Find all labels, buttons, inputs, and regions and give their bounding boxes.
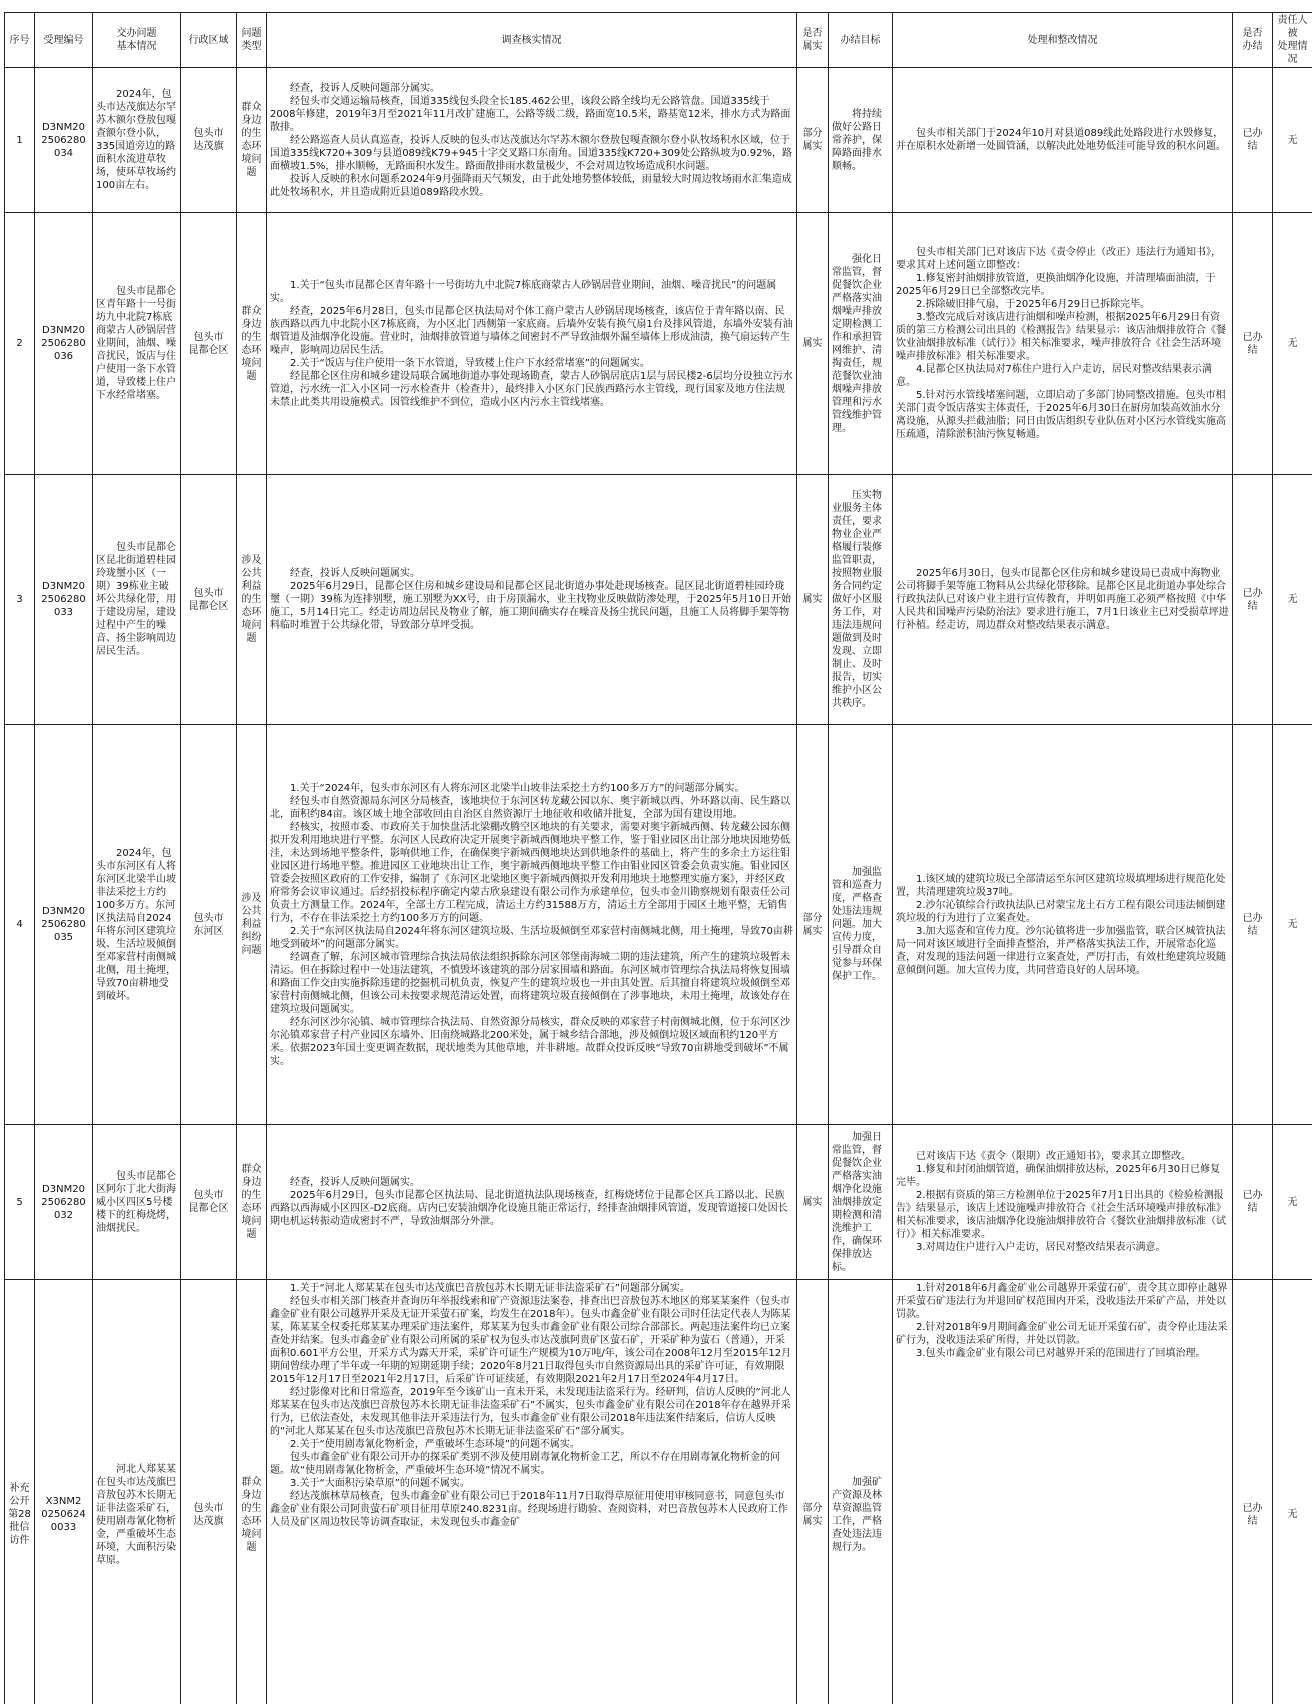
paragraph: 2.关于“饭店与住户使用一条下水管道，导致楼上住户下水经常堵塞”的问题属实。 <box>290 357 650 369</box>
paragraph: 经核实，按照市委、市政府关于加快盘活北梁棚改腾空区地块的有关要求，需要对奥宇新城西侧、转龙藏公园东侧拟开发利用地块进行平整。东河区人民政府决定开展奥宇新城西侧地块平整工作，鉴于钼业园区出让部分地块因地势低洼，未达到场地平整条件，影响供地工作，在确保奥宇新城西侧地块达到供地条件的基础上，将产生的多余土方运往钼业园区进行场地平整。推进园区工业地块出让工作，奥宇新城西侧地块平整工作由钼业园区管委会负责实施。钼业园区管委会按照区政府的工作安排，编制了《东河区北梁地区奥宇新城西侧拟开发利用地块土地整理实施方案》，并经区政府常务会议审议通过。后经招投标程序确定内蒙古欣泉建设有限公司作为承建单位，包头市金川勘察规划有限责任公司负责土方测量工作。2024年，全部土方工程完成，清运土方约31588万方，清运土方全部用于园区土地平整，无销售行为，不存在非法采挖土方约100多万方的问题。 <box>270 821 790 924</box>
paragraph: 2.针对2018年9月期间鑫金矿业公司无证开采萤石矿，责令停止违法采矿行为，没收违法采矿所得，并处以罚款。 <box>896 1322 1228 1346</box>
row-handling <box>893 1125 1233 1280</box>
row-goal: 将持续做好公路日常养护，保障路面排水顺畅。 <box>829 68 893 213</box>
paragraph: 3.对周边住户进行入户走访，居民对整改结果表示满意。 <box>916 1242 1166 1253</box>
row-seq: 2 <box>5 213 35 475</box>
paragraph: 经东河区沙尔沁镇、城市管理综合执法局、自然资源分局核实，群众反映的邓家营子村南侧城北侧，位于东河区沙尔沁镇邓家营子村产业园区东墙外、旧南绕城路北200米处，属于城乡结合部地，涉及倾倒垃圾区域面积约120平方米。依据2023年国土变更调查数据，现状地类为其他草地，并非耕地。故群众投诉反映“导致70亩耕地受到破坏”不属实。 <box>270 1016 790 1067</box>
paragraph: 包头市鑫金矿业有限公司开办的探采矿类别不涉及使用剧毒氰化物析金工艺，所以不存在用剧毒氰化物析金的问题。故“使用剧毒氰化物析金，严重破坏生态环境”情况不属实。 <box>270 1452 780 1476</box>
row-handling <box>893 68 1233 213</box>
row-punish: 无 <box>1273 475 1312 725</box>
paragraph: 2.关于“东河区执法局自2024年将东河区建筑垃圾、生活垃圾倾倒至邓家营村南侧城北侧，用土掩埋，导致70亩耕地受到破坏”的问题部分属实。 <box>270 925 793 950</box>
paragraph: 经查，2025年6月28日，包头市昆都仑区执法局对个体工商户蒙古人砂锅居现场核查，该店位于青年路以南、民族西路以西九中北院小区7栋底商，为小区北门西侧第一家底商。后墙外安装有换气扇1台及排风管道，东墙外安装有油烟管道及油烟净化设施。营业时，油烟排放管道与墙体之间密封不严导致油烟外漏至墙体上形成油渍，换气扇运转产生噪声，影响周边居民生活。 <box>270 305 793 356</box>
row-punish: 无 <box>1273 68 1312 213</box>
row-truth: 部分 属实 <box>797 1280 829 1704</box>
paragraph: 4.昆都仑区执法局对7栋住户进行入户走访，居民对整改结果表示满意。 <box>896 364 1212 388</box>
row-problem: 包头市昆都仑区阿尔丁北大街海威小区四区5号楼楼下的红梅烧烤，油烟扰民。 <box>93 1125 181 1280</box>
row-truth: 部分 属实 <box>797 725 829 1125</box>
row-region: 包头市 东河区 <box>181 725 237 1125</box>
header-region: 行政区域 <box>181 13 237 68</box>
table-row <box>5 68 1312 213</box>
table-row <box>5 1125 1312 1280</box>
paragraph: 2.沙尔沁镇综合行政执法队已对蒙宝龙土石方工程有限公司违法倾倒建筑垃圾的行为进行了立案查处。 <box>896 899 1226 924</box>
row-goal: 强化日常监管，督促餐饮企业严格落实油烟噪声排放定期检测工作和承担管网维护、清掏责任，规范餐饮业油烟噪声排放管理和污水管线维护管理。 <box>829 213 893 475</box>
paragraph: 3.包头市鑫金矿业有限公司已对越界开采的范围进行了回填治理。 <box>916 1348 1206 1359</box>
row-investigation <box>267 1280 797 1704</box>
row-type: 群众 身边 的生 态环 境问 题 <box>237 1280 267 1704</box>
row-problem: 河北人郑某某在包头市达茂旗巴音敖包苏木长期无证非法盗采矿石，使用剧毒氰化物析金，严重破坏生态环境，大面积污染草原。 <box>93 1280 181 1704</box>
row-goal: 加强监管和巡查力度，严格查处违法违规问题。加大宣传力度，引导群众自觉参与环保保护工作。 <box>829 725 893 1125</box>
paragraph: 经达茂旗林草局核查，包头市鑫金矿业有限公司已于2018年11月7日取得草原征用使用审核同意书，同意包头市鑫金矿业有限公司阿贵萤石矿项目征用草原240.8231亩。经现场进行勘验、查阅资料，对巴音敖包苏木人民政府工作人员及矿区周边牧民等访调查取证，未发现包头市鑫金矿 <box>270 1491 788 1528</box>
row-type: 涉及 公共 利益 纠纷 问题 <box>237 725 267 1125</box>
row-id: D3NM20 2506280 032 <box>35 1125 93 1280</box>
table-row <box>5 1280 1312 1704</box>
row-punish: 无 <box>1273 213 1312 475</box>
row-id: D3NM20 2506280 035 <box>35 725 93 1125</box>
row-type: 涉及 公共 利益 的生 态环 境问 题 <box>237 475 267 725</box>
row-truth: 属实 <box>797 475 829 725</box>
header-problem: 交办问题 基本情况 <box>93 13 181 68</box>
row-investigation <box>267 213 797 475</box>
row-punish: 无 <box>1273 1280 1312 1704</box>
paragraph: 经昆都仑区住房和城乡建设局联合属地街道办事处现场勘查，蒙古人砂锅居底店1层与居民楼2-6层均分设独立污水管道，污水统一汇入小区同一污水检查井（检查井），最终排入小区东门民族西路污水主管线，现行国家及地方住法规未禁止此类共用设施模式。因管线维护不到位，造成小区内污水主管线堵塞。 <box>270 370 793 408</box>
row-goal: 加强日常监管，督促餐饮企业严格落实油烟净化设施油烟排放定期检测和清洗维护工作，确保环保排放达标。 <box>829 1125 893 1280</box>
paragraph: 包头市相关部门于2024年10月对县道089线此处路段进行水毁修复，并在原积水处新增一处圆管涵，以解决此处地势低洼可能导致的积水问题。 <box>896 128 1226 152</box>
header-investigation: 调查核实情况 <box>267 13 797 68</box>
row-punish: 无 <box>1273 725 1312 1125</box>
row-truth: 部分 属实 <box>797 68 829 213</box>
paragraph: 经包头市交通运输局核查，国道335线包头段全长185.462公里，该段公路全线均无公路管盘。国道335线于2008年修建，2019年3月至2021年11月改扩建施工，公路等级二级，路面宽10.5米，路基宽12米，排水方式为路面散排。 <box>270 95 791 133</box>
paragraph: 经过影像对比和日常巡查，2019年至今该矿山一直未开采，未发现违法盗采行为。经研判，信访人反映的“河北人郑某某在包头市达茂旗巴音敖包苏木长期无证非法盗采矿石”不属实，包头市鑫金矿业有限公司在2018年存在越界开采行为，已依法查处，未发现其他非法开采违法行为，包头市鑫金矿业有限公司2018年违法案件结案后，信访人反映的“河北人郑某某在包头市达茂旗巴音敖包苏木长期无证非法盗采矿石”部分属实。 <box>270 1387 791 1437</box>
row-seq: 3 <box>5 475 35 725</box>
row-id: D3NM20 2506280 033 <box>35 475 93 725</box>
row-truth: 属实 <box>797 213 829 475</box>
paragraph: 2025年6月30日，包头市昆都仑区住房和城乡建设局已责成中海物业公司将脚手架等施工物料从公共绿化带移除。昆都仑区昆北街道办事处综合行政执法队已对该户业主进行宣传教育，并明如再施工必须严格按照《中华人民共和国噪声污染防治法》要求进行施工，7月1日该业主已对受损草坪进行补植。经走访，周边群众对整改结果表示满意。 <box>896 568 1229 631</box>
row-problem: 2024年，包头市达茂旗达尔罕苏木额尔登敖包嘎查额尔登小队，335国道旁边的路面积水流进草牧场，使环草牧场约100亩左右。 <box>93 68 181 213</box>
row-seq: 补充 公开 第28 批信 访件 <box>5 1280 35 1704</box>
row-investigation <box>267 725 797 1125</box>
header-type: 问题 类型 <box>237 13 267 68</box>
row-goal: 加强矿产资源及林草资源监管工作，严格查处违法违规行为。 <box>829 1280 893 1704</box>
row-closed: 已办 结 <box>1233 213 1273 475</box>
row-region: 包头市 达茂旗 <box>181 1280 237 1704</box>
row-region: 包头市 昆都仑区 <box>181 213 237 475</box>
row-region: 包头市 昆都仑区 <box>181 475 237 725</box>
row-closed: 已办 结 <box>1233 475 1273 725</box>
row-truth: 属实 <box>797 1125 829 1280</box>
paragraph: 1.针对2018年6月鑫金矿业公司越界开采萤石矿，责令其立即停止越界开采萤石矿违法行为并退回矿权范围内开采，没收违法开采矿产品，并处以罚款。 <box>896 1283 1228 1320</box>
row-closed: 已办 结 <box>1233 1125 1273 1280</box>
paragraph: 2.根据有资质的第三方检测单位于2025年7月1日出具的《检验检测报告》结果显示，该店上述设施噪声排放符合《社会生活环境噪声排放标准》相关标准要求，该店油烟净化设施油烟排放符合《餐饮业油烟排放标准（试行）》相关标准要求。 <box>896 1190 1226 1240</box>
paragraph: 1.修复和封闭油烟管道，确保油烟排放达标，2025年6月30日已修复完毕。 <box>896 1164 1221 1188</box>
paragraph: 2025年6月29日，昆都仑区住房和城乡建设局和昆都仑区昆北街道办事处赴现场核查。昆区昆北街道碧桂园玲珑璽（一期）39栋为连排别墅，施工别墅为XX号，由于房顶漏水，业主找物业反映做防渗处理，于2025年5月10日开始施工，5月14日完工。经走访周边居民及物业了解，施工期间确实存在噪音及扬尘扰民问题，且施工人员将脚手架等物料临时堆置于公共绿化带，导致部分草坪受损。 <box>270 581 791 631</box>
paragraph: 3.整改完成后对该店进行油烟和噪声检测，根据2025年6月29日有资质的第三方检测公司出具的《检测报告》结果显示：该店油烟排放符合《餐饮业油烟排放标准（试行）》相关标准要求，噪声排放符合《社会生活环境噪声排放标准》相关标准要求。 <box>896 312 1226 362</box>
row-region: 包头市 昆都仑区 <box>181 1125 237 1280</box>
row-investigation <box>267 475 797 725</box>
row-handling <box>893 725 1233 1125</box>
row-id: D3NM20 2506280 034 <box>35 68 93 213</box>
row-type: 群众 身边 的生 态环 境问 题 <box>237 1125 267 1280</box>
paragraph: 经调查了解，东河区城市管理综合执法局依法组织拆除东河区邻堡南海城二期的违法建筑，所产生的建筑垃圾暂未清运。但在拆除过程中一处违法建筑，不慎毁坏该建筑的部分居家围墙和路面。东河区城市管理综合执法局将恢复围墙和路面工作交由实施拆除违建的挖掘机司机负责，恢复产生的建筑垃圾也一并由其处置。后其擅自将建筑垃圾倾倒至邓家营村南侧城北侧，但该公司未按要求规范清运处置，而将建筑垃圾直接倾倒在了涉事地块，未用土掩埋，故该处存在建筑垃圾问题属实。 <box>270 951 790 1015</box>
table-header-row <box>5 13 1312 68</box>
row-handling <box>893 213 1233 475</box>
paragraph: 已对该店下达《责令（限期）改正通知书》，要求其立即整改。 <box>916 1151 1191 1162</box>
paragraph: 1.关于“河北人郑某某在包头市达茂旗巴音敖包苏木长期无证非法盗采矿石”问题部分属实。 <box>290 1283 690 1294</box>
row-id: X3NM2 0250624 0033 <box>35 1280 93 1704</box>
paragraph: 经查，投诉人反映问题属实。 <box>290 1177 420 1188</box>
row-seq: 5 <box>5 1125 35 1280</box>
paragraph: 5.针对污水管线堵塞问题，立即启动了多部门协同整改措施。包头市相关部门责令饭店落实主体责任，于2025年6月30日在厨房加装高效油水分离设施，从源头拦截油脂；同日由饭店组织专业队伍对小区污水管线实施高压疏通，清除淤积油污恢复畅通。 <box>896 390 1226 440</box>
row-goal: 压实物业服务主体责任，要求物业企业严格履行装修监管职责，按照物业服务合同约定做好小区服务工作，对违法违规问题做到及时发现、立即制止、及时报告，切实维护小区公共秩序。 <box>829 475 893 725</box>
row-type: 群众 身边 的生 态环 境问 题 <box>237 213 267 475</box>
row-closed: 已办 结 <box>1233 1280 1273 1704</box>
row-investigation <box>267 1125 797 1280</box>
row-handling <box>893 1280 1233 1704</box>
row-id: D3NM20 2506280 036 <box>35 213 93 475</box>
paragraph: 经查，投诉人反映问题属实。 <box>290 568 420 579</box>
paragraph: 1.修复密封油烟排放管道，更换油烟净化设施，并清理墙面油渍，于2025年6月29日已全部整改完毕。 <box>896 273 1216 297</box>
row-seq: 1 <box>5 68 35 213</box>
header-seq: 序号 <box>5 13 35 68</box>
table-row <box>5 475 1312 725</box>
header-handling: 处理和整改情况 <box>893 13 1233 68</box>
header-closed: 是否 办结 <box>1233 13 1273 68</box>
row-closed: 已办 结 <box>1233 725 1273 1125</box>
paragraph: 2.拆除破旧排气扇，于2025年6月29日已拆除完毕。 <box>916 299 1151 310</box>
paragraph: 投诉人反映的积水问题系2024年9月强降雨天气频发，由于此处地势整体较低，雨量较大时周边牧场雨水汇集造成此处牧场积水，并且造成附近县道089路段水毁。 <box>270 173 792 198</box>
row-problem: 包头市昆都仑区青年路十一号街坊九中北院7栋底商蒙古人砂锅居营业期间，油烟、噪音扰民，饭店与住户使用一条下水管道，导致楼上住户下水经常堵塞。 <box>93 213 181 475</box>
paragraph: 经查，投诉人反映问题部分属实。 <box>290 82 440 94</box>
paragraph: 1.关于“包头市昆都仑区青年路十一号街坊九中北院7栋底商蒙古人砂锅居营业期间，油烟、噪音扰民”的问题属实。 <box>270 279 777 304</box>
paragraph: 1.关于“2024年，包头市东河区有人将东河区北梁半山坡非法采挖土方约100多万方”的问题部分属实。 <box>290 782 745 794</box>
table-row <box>5 213 1312 475</box>
header-goal: 办结目标 <box>829 13 893 68</box>
paragraph: 3.关于“大面积污染草原”的问题不属实。 <box>290 1478 470 1489</box>
paragraph: 2025年6月29日，包头市昆都仑区执法局、昆北街道执法队现场核查，红梅烧烤位于昆都仑区兵工路以北、民族西路以西海威小区四区-D2底商。店内已安装油烟净化设施且能正常运行，经排查油烟排风管道，发现管道接口处因长期电机运转振动造成密封不严，导致油烟部分外泄。 <box>270 1190 788 1227</box>
header-id: 受理编号 <box>35 13 93 68</box>
paragraph: 3.加大巡查和宣传力度。沙尔沁镇将进一步加强监管，联合区城管执法局一同对该区域进行全面排查整治，并严格落实执法工作，开展常态化巡查，对发现的违法问题一律进行立案查处，严厉打击，有效杜绝建筑垃圾随意倾倒问题。加大宣传力度，共同营造良好的人居环境。 <box>896 925 1226 976</box>
row-problem: 2024年，包头市东河区有人将东河区北梁半山坡非法采挖土方约100多万方。东河区执法局自2024年将东河区建筑垃圾、生活垃圾倾倒至邓家营村南侧城北侧，用土掩埋，导致70亩耕地受到破坏。 <box>93 725 181 1125</box>
row-investigation <box>267 68 797 213</box>
row-punish: 无 <box>1273 1125 1312 1280</box>
header-truth: 是否 属实 <box>797 13 829 68</box>
table-row <box>5 725 1312 1125</box>
paragraph: 经包头市相关部门核查并查询历年举报线索和矿产资源违法案卷，排查出巴音敖包苏木地区的郑某某案件（包头市鑫金矿业有限公司越界开采及无证开采萤石矿案，均发生在2018年）。包头市鑫金矿业有限公司时任法定代表人为陈某某，陈某某全权委托郑某某办理采矿违法案件，郑某某为包头市鑫金矿业有限公司综合部部长。两起违法案件均已立案查处并结案。包头市鑫金矿业有限公司所属的采矿权为包头市达茂旗阿贵矿区萤石矿，开采矿种为萤石（普通），开采面积0.601平方公里，开采方式为露天开采，采矿许可证生产规模为10万吨/年，该公司在2008年12月至2015年12月期间曾续办理了半年或一年期的短期延期手续；2020年8月21日取得包头市自然资源局出具的采矿许可证，有效期限2015年12月17日至2021年2月17日，后采矿许可证续延，有效期限2021年2月17日至2024年4月17日。 <box>270 1296 792 1385</box>
paragraph: 经公路巡查人员认真巡查，投诉人反映的包头市达茂旗达尔罕苏木额尔登敖包嘎查额尔登小队牧场积水区域，位于国道335线K720+309与县道089线K79+945十字交叉路口东南角。国道335线K720+309处公路纵坡为0.92%，路面横坡1.5%，排水顺畅，无路面积水发生。路面散排雨水数量极少，不会对周边牧场造成积水问题。 <box>270 134 792 172</box>
row-type: 群众 身边 的生 态环 境问 题 <box>237 68 267 213</box>
complaint-table <box>4 12 1312 1704</box>
paragraph: 包头市相关部门已对该店下达《责令停止（改正）违法行为通知书》，要求其对上述问题立即整改： <box>896 247 1221 271</box>
paragraph: 1.该区域的建筑垃圾已全部清运至东河区建筑垃圾填埋场进行规范化处置，共清理建筑垃圾37吨。 <box>896 873 1226 898</box>
row-region: 包头市 达茂旗 <box>181 68 237 213</box>
row-handling <box>893 475 1233 725</box>
row-seq: 4 <box>5 725 35 1125</box>
paragraph: 经包头市自然资源局东河区分局核查，该地块位于东河区转龙藏公园以东、奥宇新城以西、外环路以南、民生路以北，面积约84亩。该区域土地全部收回由自治区自然资源厅土地征收和收储并批复，全部为国有建设用地。 <box>270 795 790 820</box>
paragraph: 2.关于“使用剧毒氰化物析金，严重破坏生态环境”的问题不属实。 <box>290 1439 580 1450</box>
row-problem: 包头市昆都仑区昆北街道碧桂园玲珑璽小区（一期）39栋业主破坏公共绿化带，用于建设房屋，建设过程中产生的噪音、扬尘影响周边居民生活。 <box>93 475 181 725</box>
header-punish: 责任人被 处理情况 <box>1273 13 1312 68</box>
row-closed: 已办 结 <box>1233 68 1273 213</box>
